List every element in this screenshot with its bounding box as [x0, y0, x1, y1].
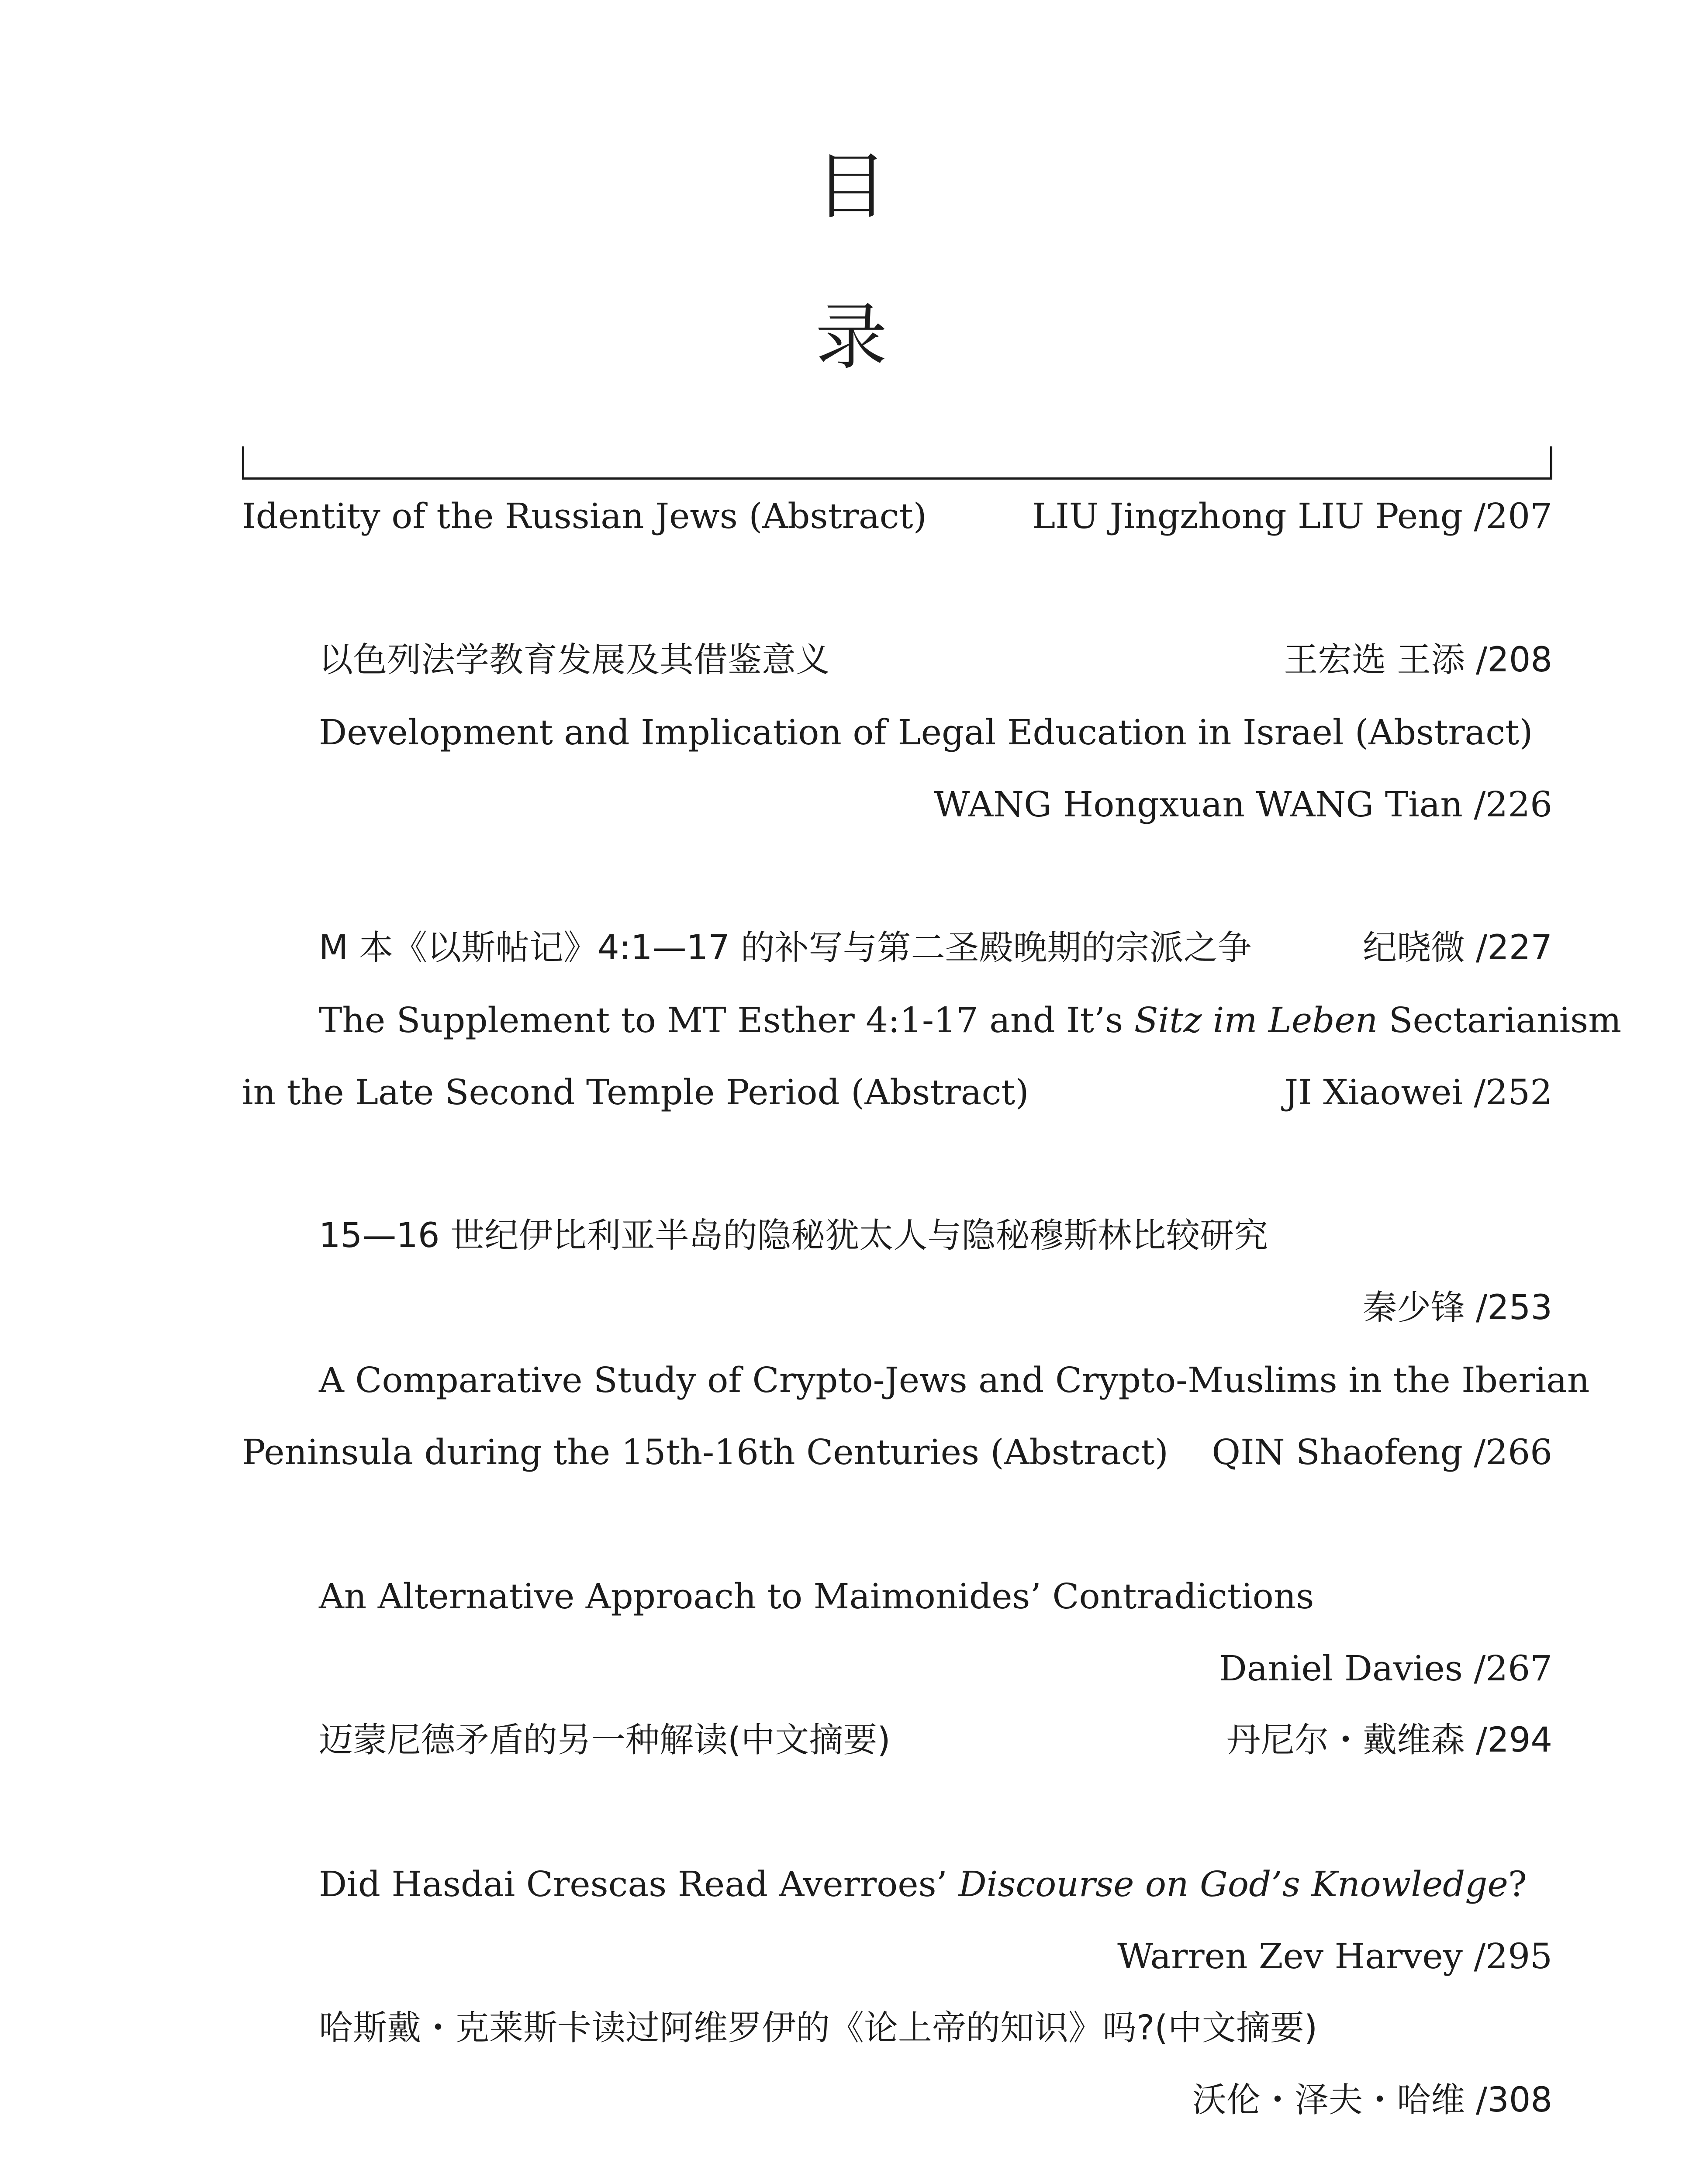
entry-crescas-en-title-italic: Discourse on God’s Knowledge	[958, 1864, 1508, 1904]
entry-legal-cn-authors: 王宏选 王添 /208	[1284, 640, 1552, 680]
entry-maimonides-cn-title: 迈蒙尼德矛盾的另一种解读(中文摘要)	[319, 1721, 891, 1760]
entry-legal-en-authors: WANG Hongxuan WANG Tian /226	[934, 784, 1552, 825]
entry-russian-title: Identity of the Russian Jews (Abstract)	[242, 496, 927, 536]
entry-crescas-en-title	[319, 1864, 1527, 1904]
entry-crescas-cn-title: 哈斯戴・克莱斯卡读过阿维罗伊的《论上帝的知识》吗?(中文摘要)	[319, 2008, 1318, 2048]
entry-crypto-en-title-line2: Peninsula during the 15th-16th Centuries (Abstract)	[242, 1432, 1168, 1472]
entry-esther-cn-author: 纪晓微 /227	[1363, 928, 1552, 968]
toc-title-char-1: 目	[815, 145, 888, 228]
entry-crypto-en-title-line1: A Comparative Study of Crypto-Jews and Crypto-Muslims in the Iberian	[319, 1360, 1590, 1400]
entry-crypto-en-author: QIN Shaofeng /266	[1212, 1432, 1552, 1472]
entry-crypto-cn-author: 秦少锋 /253	[1363, 1288, 1552, 1327]
toc-title-char-2: 录	[815, 295, 888, 379]
entry-crypto-cn-title: 15—16 世纪伊比利亚半岛的隐秘犹太人与隐秘穆斯林比较研究	[319, 1216, 1268, 1255]
entry-legal-cn-title: 以色列法学教育发展及其借鉴意义	[319, 640, 830, 680]
entry-esther-en-title-italic: Sitz im Leben	[1134, 1000, 1378, 1040]
entry-russian-authors: LIU Jingzhong LIU Peng /207	[1032, 496, 1552, 536]
entry-crescas-cn-author: 沃伦・泽夫・哈维 /308	[1192, 2080, 1552, 2120]
header-rule	[242, 446, 1552, 480]
entry-legal-en-title: Development and Implication of Legal Education in Israel (Abstract)	[319, 712, 1533, 753]
entry-esther-en-title-line1	[319, 1000, 1622, 1040]
entry-crescas-en-author: Warren Zev Harvey /295	[1117, 1936, 1552, 1977]
entry-crescas-en-title-a: Did Hasdai Crescas Read Averroes’	[319, 1864, 959, 1904]
entry-esther-en-title-line2: in the Late Second Temple Period (Abstract)	[242, 1072, 1029, 1113]
entry-maimonides-en-author: Daniel Davies /267	[1219, 1648, 1552, 1689]
entry-crescas-en-title-b: ?	[1508, 1864, 1527, 1904]
entry-esther-en-title-a: The Supplement to MT Esther 4:1-17 and It’s	[319, 1000, 1134, 1040]
entry-esther-cn-title: M 本《以斯帖记》4:1—17 的补写与第二圣殿晚期的宗派之争	[319, 928, 1252, 968]
entry-maimonides-en-title: An Alternative Approach to Maimonides’ Contradictions	[319, 1576, 1314, 1617]
entry-esther-en-author: JI Xiaowei /252	[1284, 1072, 1552, 1113]
entry-maimonides-cn-author: 丹尼尔・戴维森 /294	[1226, 1721, 1552, 1760]
entry-esther-en-title-b: Sectarianism	[1378, 1000, 1622, 1040]
